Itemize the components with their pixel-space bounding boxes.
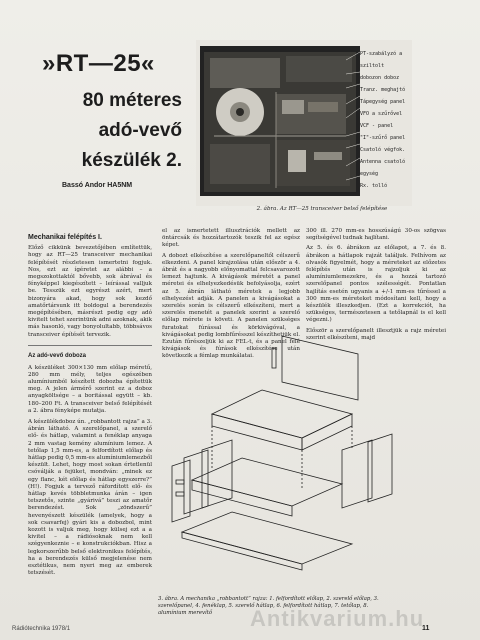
diagram-caption: 3. ábra. A mechanika „robbantott” rajza: 1. felfordított előlap, 2. szerelő előlap, 3. szerelőpanel, 4. fenéklap, 5. szerelő hátlap, 6. felfordított hátlap, 7. tetőlap, 8. alumínium merevítő [158,596,379,616]
column-3 [306,228,446,342]
section-heading: Az adó-vevő doboza [28,353,87,360]
paragraph: A készüléket 300×130 mm előlap méretű, 280 mm mély, teljes egészében alumíniumból készített dobozba építettük meg. A jelen ármérő szerint ez a doboz anyagköltsége – a boritással együtt – kb. 180–200 Ft. A transceiver belső felépítését a 2. ábra fényképe mutatja. [28,364,152,414]
title-line-3: készülék 2. [81,150,182,171]
footer-publication: Rádiótechnika 1978/1 [12,626,71,632]
photo-label: Csatoló végfok. [360,147,406,153]
photo-label: "I"-szűrő panel [360,135,406,141]
paragraph: el az ismertetett illusztrációk mellett az öntárcsák és hozzátartozók teszik fel az egész képet. [162,228,300,249]
photo-label: Antenna csatoló [360,159,406,165]
article-author: Bassó Andor HA5NM [62,182,133,189]
photo-label: sziltolt [360,63,385,69]
paragraph: 300 ill. 270 mm-es hosszúságú 30-os szögvas segítségével tudnak hajlítani. [306,228,446,242]
page-number: 11 [422,625,430,632]
paragraph: Először a szerelőpanelt illesztjük a rajz méretei szerint elkészíteni, majd [306,327,446,341]
divider [28,345,152,346]
photo-label: dobozon doboz [360,75,400,81]
paragraph: Előző cikkünk bevezetőjében említettük, hogy az RT—25 transceiver mechanikai felépítését részletesen ismertetni fogjuk. Nos, ezt az ígéretet az alábbi – a megszokottaktól bővebb, sok ábrával és fényképpel kiegészített – leírással valljuk be. Tesszük ezt egyrészt azért, mert bizonyára akad, hogy sok kezdő amatőrtársunk itt boldogul a berendezés megépítésében, másrészt pedig egy adó kivitelt tehet szerintünk adni azoknak, akik más hasonló, vagy bonyolultabb, többsávos transceiver építését tervezik. [28,245,152,338]
photo-label: Rx. tolló [360,183,388,189]
photo-label: VFO a szűrővel [360,111,403,117]
article-title-block [28,50,188,176]
section-heading: Mechanikai felépítés I. [28,234,102,241]
photo-caption: 2. ábra. Az RT—25 transceiver belső felépítése [256,206,388,212]
photo-label: VCF - panel [360,123,394,129]
paragraph: A dobozt elkészítése a szerelőpaneltől célszerű elkezdeni. A panel kirajzolása után először a 4. ábrát és a nagyobb előnyomattal felcsavarozott lemezt hajtunk. A kivágások méretét a panel méretei és elhelyezkedésük befolyásolja, ezért az 5. ábrán látható méretek a legjobb elhelyezést adják. A panelen a kivágásokat a szerelés során is célszerű elkészíteni, mert a szerelés menetét a panelek szerint a szerelő előlap mérete is követi. A panelen szükséges furatokat fúrással és körkivágóval, a kivágásokat pedig lombfűrésszel készíthetjük el. Ezután fűrészeljük ki az FEL-t, és a panel felé kivágások és fúrások elkészítése után következik a fémlap munkálatai. [162,252,300,360]
paragraph: Az 5. és 6. ábrákon az előlapot, a 7. és 8. ábrákon a hátlapok rajzát találjuk. Felhívom az olvasók figyelmét, hogy a méreteket az előzetes felépítés után is rajzoljuk ki az alumíniumlemezekre, és a hozzá tartozó szerelőpanel pontos szélességét. Pontatlan hajlítás esetén ugyanis a +/-1 mm-es tűréssel a 300 mm-es méreteket módosítani kell, hogy a készülék illeszkedjen. (Ezt a korrekciót, ha szükséges, természetesen a tetőlapnál is el kell végezni.) [306,245,446,324]
column-1 [28,228,152,577]
paragraph: A készülékdoboz ún. „robbantott rajza” a 3. ábrán látható. A szerelőpanel, a szerelő elő- és hátlap, valamint a fenéklap anyaga 2 mm vastag kemény alumínium lemez. A tetőlap 1,5 mm-es, a felfordított előlap és hátlap pedig 0,5 mm-es alumíniumlemezből készült. Lehet, hogy most sokan értetlenül csóválják a fejüket, mondván: „minek ez egy flanc, két előlap és hátlap egyszerre?” (H!). Fogjuk a tervező ráfordított elő- és hátlap kevés többletmunka árán – igen tetszetős, szinte „gyárivá” teszi az amatőr berendezést. Sok „zöndszerű” hevenyészett készülék (amelyek, hogy a sok csavarfej) gyári kis a dobozbol, mint kozott is valjuk meg, hogy külsej ezt a a kivitel – a rádiósoknak nem kell szégyenkeznie – e konstrukciókban. Hisz a legkorszerűbb belső elektronikus felépítés, ha a berendezés külső megjelenése nem esztétikus, nem nyeri meg az emberek tetszését. [28,418,152,577]
photo-label: Tápegység panel [360,99,406,105]
photo-label: Tranz. meghajtó [360,87,406,93]
title-line-2: adó-vevő [98,120,182,141]
watermark: Antikvarium.hu [250,606,425,631]
article-title: »RT—25« [42,50,155,77]
photo-label-list [360,48,460,192]
title-line-1: 80 méteres [82,90,182,111]
exploded-diagram [162,330,398,590]
photo-label: PT-szabályzó a [360,51,403,57]
photo-label: egység [360,171,379,177]
